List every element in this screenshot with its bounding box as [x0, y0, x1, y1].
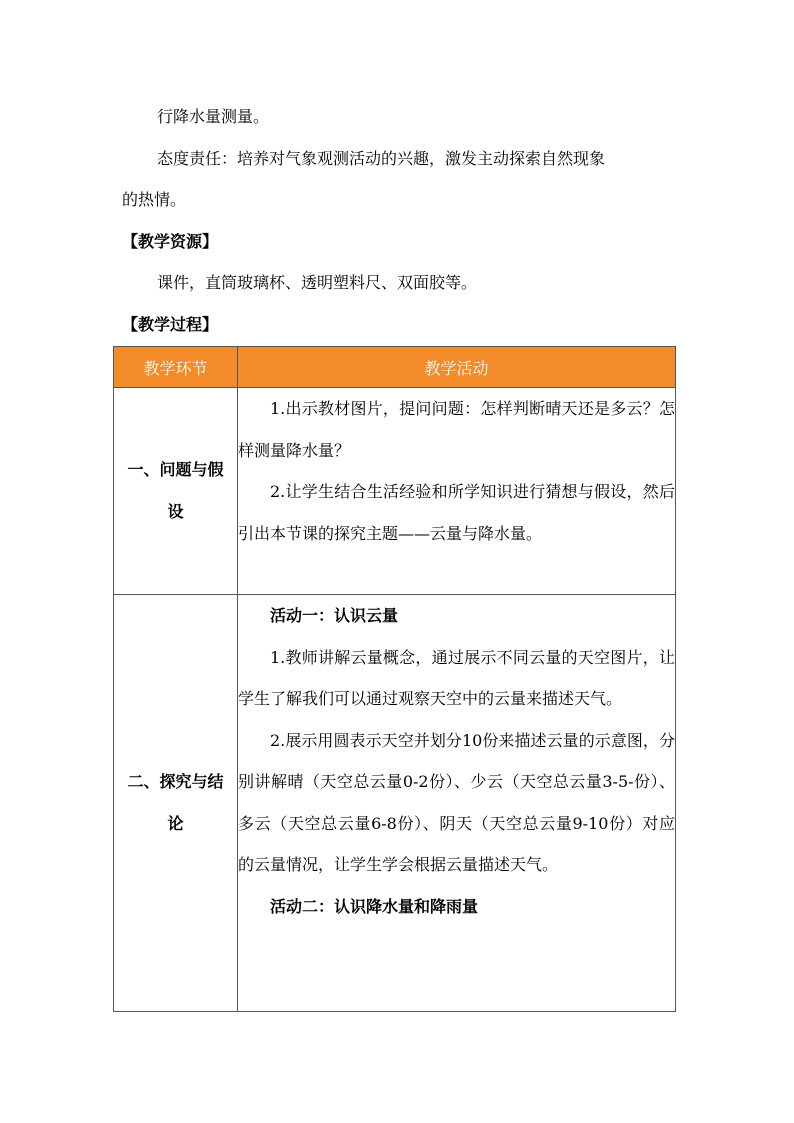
lesson-table	[113, 346, 676, 1012]
stage-cell	[114, 388, 238, 595]
activity-paragraph: 2.展示用圆表示天空并划分10份来描述云量的示意图，分别讲解晴（天空总云量0-2份）、少云（天空总云量3-5-份）、多云（天空总云量6-8份）、阴天（天空总云量9-10份）对应的云量情况，让学生学会根据云量描述天气。	[238, 730, 675, 874]
resources-text: 课件，直筒玻璃杯、透明塑料尺、双面胶等。	[157, 273, 478, 292]
activity-paragraph: 2.让学生结合生活经验和所学知识进行猜想与假设，然后引出本节课的探究主题——云量与降水量。	[238, 482, 675, 543]
table-row	[114, 388, 676, 595]
attitude-line-1: 态度责任：培养对气象观测活动的兴趣，激发主动探索自然现象	[157, 149, 606, 168]
activity-cell	[238, 388, 676, 595]
activity-title: 活动二：认识降水量和降雨量	[270, 896, 479, 916]
activity-cell	[238, 595, 676, 1012]
attitude-line-2: 的热情。	[122, 190, 187, 209]
header-stage: 教学环节	[114, 347, 238, 388]
resources-heading: 【教学资源】	[122, 232, 219, 251]
table-row	[114, 595, 676, 1012]
stage-cell	[114, 595, 238, 1012]
activity-paragraph: 1.出示教材图片，提问问题：怎样判断晴天还是多云？怎样测量降水量？	[238, 399, 675, 460]
header-activity: 教学活动	[238, 347, 676, 388]
activity-title: 活动一：认识云量	[270, 606, 399, 625]
table-header-row	[114, 347, 676, 388]
intro-line: 行降水量测量。	[157, 107, 270, 126]
stage-label-line-2: 设	[167, 502, 184, 521]
activity-paragraph: 1.教师讲解云量概念，通过展示不同云量的天空图片，让学生了解我们可以通过观察天空中的云量来描述天气。	[238, 647, 675, 708]
process-heading: 【教学过程】	[122, 315, 219, 334]
stage-label-line-1: 二、探究与结	[127, 772, 224, 791]
stage-label-line-1: 一、问题与假	[127, 460, 224, 479]
stage-label-line-2: 论	[167, 814, 184, 833]
